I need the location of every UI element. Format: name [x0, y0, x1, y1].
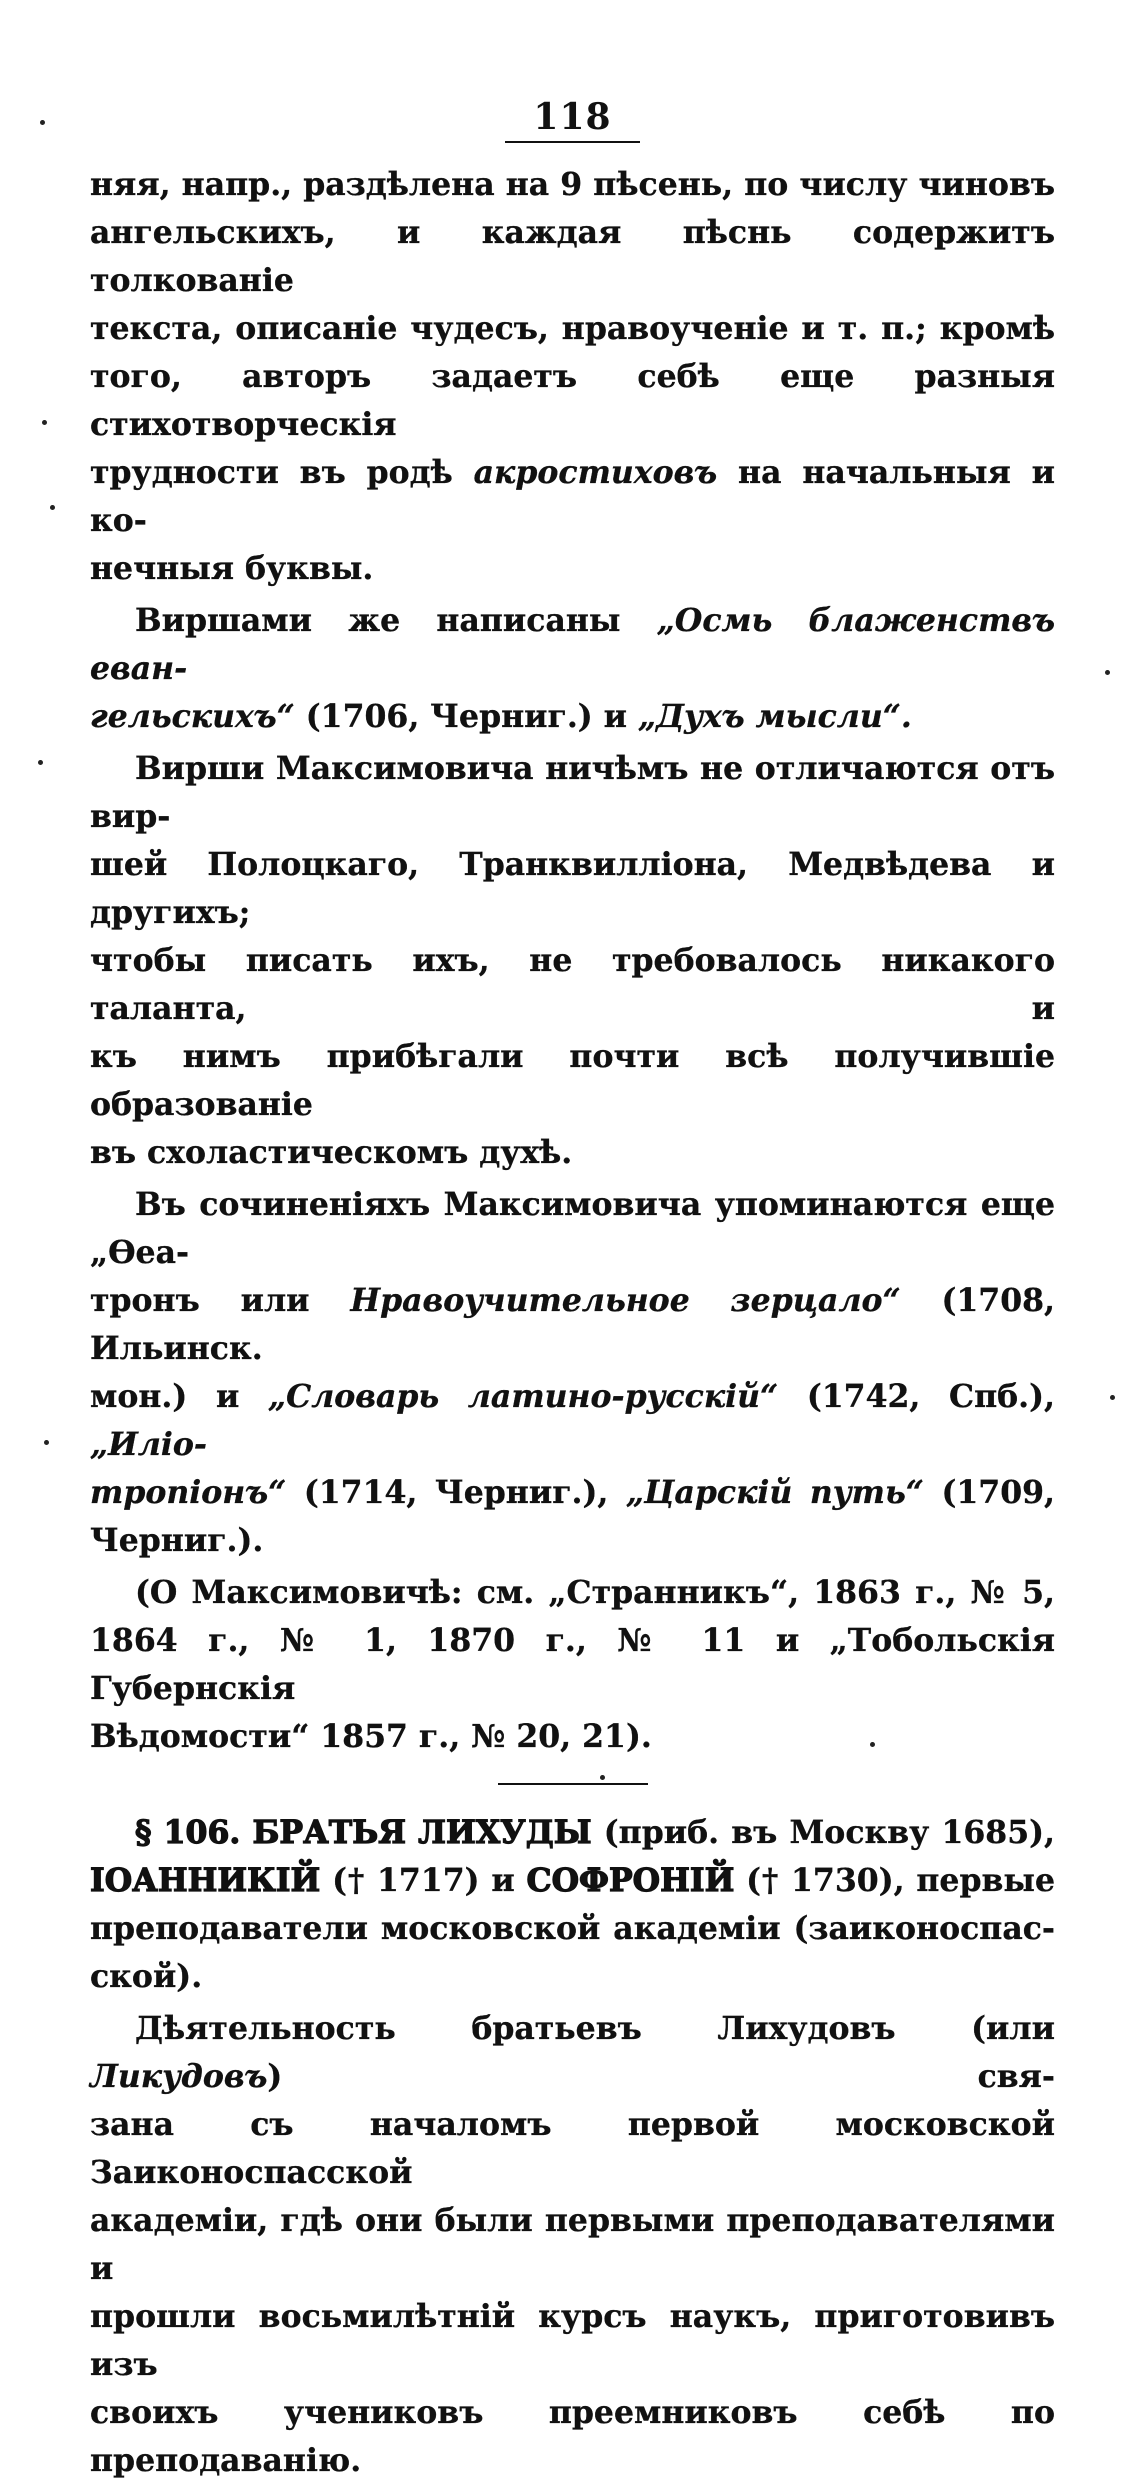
text-line: няя, напр., раздѣлена на 9 пѣсень, по числу чиновъ	[90, 166, 1055, 203]
italic-title: „Иліо-	[90, 1426, 207, 1463]
text-line: прошли восьмилѣтній курсъ наукъ, приготовивъ изъ	[90, 2298, 1055, 2383]
scan-speck	[1110, 1395, 1115, 1400]
text-line: чтобы писать ихъ, не требовалось никакого таланта, и	[90, 942, 1055, 1027]
scan-speck	[38, 760, 43, 765]
text-line: Вѣдомости“ 1857 г., № 20, 21).	[90, 1718, 652, 1755]
text-line: академіи, гдѣ они были первыми преподавателями и	[90, 2202, 1055, 2287]
text-line: нечныя буквы.	[90, 550, 374, 587]
section-name: СОФРОНІЙ	[526, 1862, 735, 1899]
text-line: трудности въ родѣ акростиховъ на начальныя и ко-	[90, 454, 1056, 539]
text-line: текста, описаніе чудесъ, нравоученіе и т. п.; кромѣ	[90, 310, 1055, 347]
text-line: § 106. БРАТЬЯ ЛИХУДЫ (приб. въ Москву 1685),	[135, 1814, 1055, 1851]
paragraph-3	[90, 745, 1055, 1177]
paragraph-1	[90, 161, 1055, 593]
section-name: БРАТЬЯ ЛИХУДЫ	[252, 1814, 592, 1851]
text-line: гельскихъ“ (1706, Черниг.) и „Духъ мысли“.	[90, 698, 912, 735]
scan-speck	[44, 1440, 49, 1445]
section-name: ІОАННИКІЙ	[90, 1862, 321, 1899]
italic-term: Ликудовъ	[90, 2058, 268, 2095]
paragraph-5	[90, 1569, 1055, 1761]
scan-speck	[50, 505, 55, 510]
text-line: (О Максимовичѣ: см. „Странникъ“, 1863 г., № 5,	[135, 1574, 1055, 1611]
text-line: Черниг.).	[90, 1522, 264, 1559]
scan-speck	[40, 120, 45, 125]
section-heading	[90, 1809, 1055, 2001]
paragraph-6	[90, 2005, 1055, 2485]
text-line: Вирши Максимовича ничѣмъ не отличаются отъ вир-	[90, 750, 1055, 835]
italic-title: „Словарь латино-русскій“	[268, 1378, 779, 1415]
text-line: къ нимъ прибѣгали почти всѣ получившіе образованіе	[90, 1038, 1055, 1123]
text-line: ІОАННИКІЙ († 1717) и СОФРОНІЙ († 1730), первые	[90, 1862, 1056, 1899]
scan-speck	[1105, 670, 1110, 675]
text-line: ской).	[90, 1958, 203, 1995]
section-divider	[498, 1783, 648, 1785]
text-line: въ схоластическомъ духѣ.	[90, 1134, 573, 1171]
italic-title: „Духъ мысли“.	[638, 698, 912, 735]
text-line: мон.) и „Словарь латино-русскій“ (1742, Спб.), „Иліо-	[90, 1378, 1056, 1463]
italic-title: Нравоучительное зерцало“	[350, 1282, 901, 1319]
italic-title: „Осмь блаженствъ еван-	[90, 602, 1055, 687]
text-line: Виршами же написаны „Осмь блаженствъ еван-	[90, 602, 1055, 687]
paragraph-2	[90, 597, 1055, 741]
text-line: своихъ учениковъ преемниковъ себѣ по преподаванію.	[90, 2394, 1055, 2479]
italic-title: гельскихъ“	[90, 698, 295, 735]
paragraph-4	[90, 1181, 1055, 1565]
book-page	[90, 95, 1055, 2485]
page-number-text: 118	[505, 95, 639, 143]
italic-term: акростиховъ	[473, 454, 718, 491]
italic-title: тропіонъ“	[90, 1474, 287, 1511]
section-number: § 106.	[135, 1814, 241, 1851]
text-line: шей Полоцкаго, Транквилліона, Медвѣдева и другихъ;	[90, 846, 1055, 931]
page-number	[90, 95, 1055, 143]
scan-speck	[42, 420, 47, 425]
text-line: тронъ или Нравоучительное зерцало“ (1708, Ильинск.	[90, 1282, 1055, 1367]
text-line: тропіонъ“ (1714, Черниг.), „Царскій путь“ (1709,	[90, 1474, 1055, 1511]
text-line: Дѣятельность братьевъ Лихудовъ (или Ликудовъ) свя-	[90, 2010, 1055, 2095]
text-line: зана съ началомъ первой московской Заиконоспасской	[90, 2106, 1055, 2191]
text-line: 1864 г., № 1, 1870 г., № 11 и „Тобольскія Губернскія	[90, 1622, 1055, 1707]
text-line: ангельскихъ, и каждая пѣснь содержитъ толкованіе	[90, 214, 1055, 299]
italic-title: „Царскій путь“	[625, 1474, 924, 1511]
text-line: того, авторъ задаетъ себѣ еще разныя стихотворческія	[90, 358, 1055, 443]
text-line: Въ сочиненіяхъ Максимовича упоминаются еще „Ѳеа-	[90, 1186, 1055, 1271]
text-line: преподаватели московской академіи (заиконоспас-	[90, 1910, 1055, 1947]
